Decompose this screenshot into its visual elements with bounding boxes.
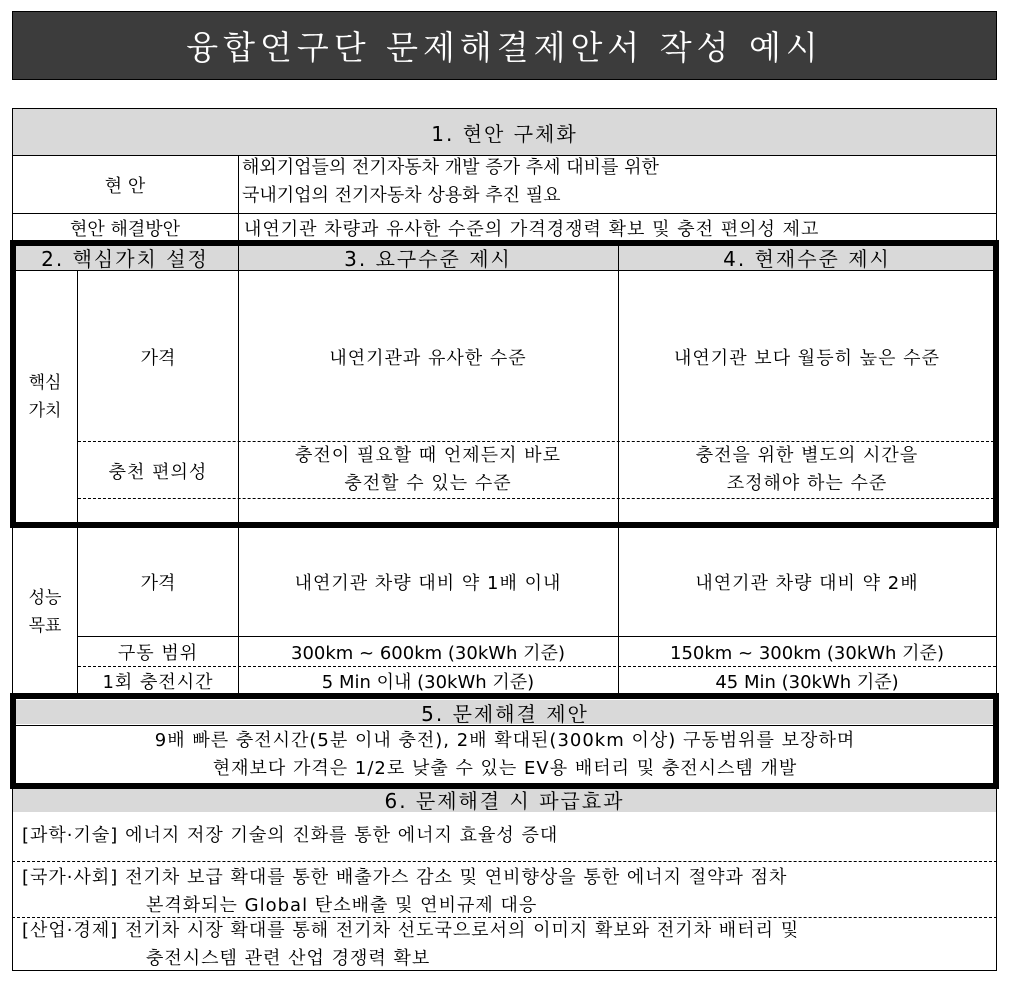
perf-item-charge-time: 1회 충전시간 [102,672,214,693]
effect-tag: [국가·사회] [22,867,119,888]
core-required-convenience [238,441,618,499]
effect-tag: [산업·경제] [22,920,119,941]
col-divider [238,243,239,698]
solution-text: 내연기관 차량과 유사한 수준의 가격경쟁력 확보 및 충전 편의성 제고 [244,219,820,240]
core-value-label-line: 가치 [28,401,62,421]
perf-current-charge-time: 45 Min (30kWh 기준) [715,672,899,693]
core-required-convenience-line: 충전이 필요할 때 언제든지 바로 [295,445,561,466]
row-divider [16,725,994,726]
core-current-price: 내연기관 보다 월등히 높은 수준 [674,348,940,369]
section1-heading: 1. 현안 구체화 [12,108,997,156]
core-required-price: 내연기관과 유사한 수준 [329,348,527,369]
section5-heading: 5. 문제해결 제안 [421,701,589,726]
effect-tag: [과학·기술] [22,825,119,846]
effect-text: 에너지 저장 기술의 진화를 통한 에너지 효율성 증대 [125,825,559,846]
issue-text [242,154,992,210]
core-required-convenience-line: 충전할 수 있는 수준 [344,473,512,494]
perf-required-price: 내연기관 차량 대비 약 1배 이내 [294,573,562,594]
effect-item [22,917,994,973]
effect-item [22,822,992,850]
core-value-label-line: 핵심 [28,373,62,393]
effect-text-cont: 본격화되는 Global 탄소배출 및 연비규제 대응 [146,895,538,916]
solution-label: 현안 해결방안 [69,219,181,240]
current-level-heading: 4. 현재수준 제시 [723,246,891,271]
core-item-price: 가격 [140,348,176,369]
effect-text: 전기차 보급 확대를 통한 배출가스 감소 및 연비향상을 통한 에너지 절약과 점차 [125,867,788,888]
row-divider-dashed [12,917,997,918]
performance-label-line: 목표 [28,616,62,636]
effect-item [22,864,994,920]
section5-body [16,727,994,783]
required-level-heading: 3. 요구수준 제시 [344,246,512,271]
row-divider [12,241,997,242]
effect-text-cont: 충전시스템 관련 산업 경쟁력 확보 [146,948,431,969]
perf-required-charge-time: 5 Min 이내 (30kWh 기준) [321,672,535,693]
page-title-bar [12,11,997,80]
issue-label: 현 안 [104,175,146,197]
section5-line: 9배 빠른 충전시간(5분 이내 충전), 2배 확대된(300km 이상) 구동범위를 보장하며 [154,730,856,751]
section5-line: 현재보다 가격은 1/2로 낮출 수 있는 EV용 배터리 및 충전시스템 개발 [212,758,798,779]
row-divider [16,270,994,271]
performance-label [14,528,76,696]
row-divider [12,213,997,214]
perf-item-price: 가격 [140,573,176,594]
perf-required-range: 300km ~ 600km (30kWh 기준) [291,643,565,664]
core-item-convenience: 충천 편의성 [108,462,208,483]
table-border-right [996,108,997,971]
row-divider [78,636,996,637]
core-current-convenience [618,441,996,499]
perf-current-price: 내연기관 차량 대비 약 2배 [695,573,919,594]
core-value-heading: 2. 핵심가치 설정 [41,246,209,271]
section6-heading: 6. 문제해결 시 파급효과 [384,788,625,813]
col-divider [77,270,78,698]
col-divider [238,156,239,242]
issue-line: 국내기업의 전기자동차 상용화 추진 필요 [242,185,561,206]
performance-label-line: 성능 [28,588,62,608]
core-value-label [14,272,76,522]
effect-text: 전기차 시장 확대를 통해 전기차 선도국으로서의 이미지 확보와 전기차 배터리 및 [125,920,800,941]
table-border-left [12,108,13,971]
row-divider-dashed [12,861,997,862]
row-divider-dashed [78,666,996,667]
core-current-convenience-line: 충전을 위한 별도의 시간을 [695,445,919,466]
issue-line: 해외기업들의 전기자동차 개발 증가 추세 대비를 위한 [242,157,659,178]
table-border-bottom [12,970,997,971]
row-divider-dashed [78,498,994,499]
page-title: 융합연구단 문제해결제안서 작성 예시 [186,28,823,67]
perf-current-range: 150km ~ 300km (30kWh 기준) [670,643,944,664]
perf-item-range: 구동 범위 [117,643,199,664]
col-divider [618,243,619,698]
core-current-convenience-line: 조정해야 하는 수준 [726,473,888,494]
row-divider-dashed [78,441,994,442]
